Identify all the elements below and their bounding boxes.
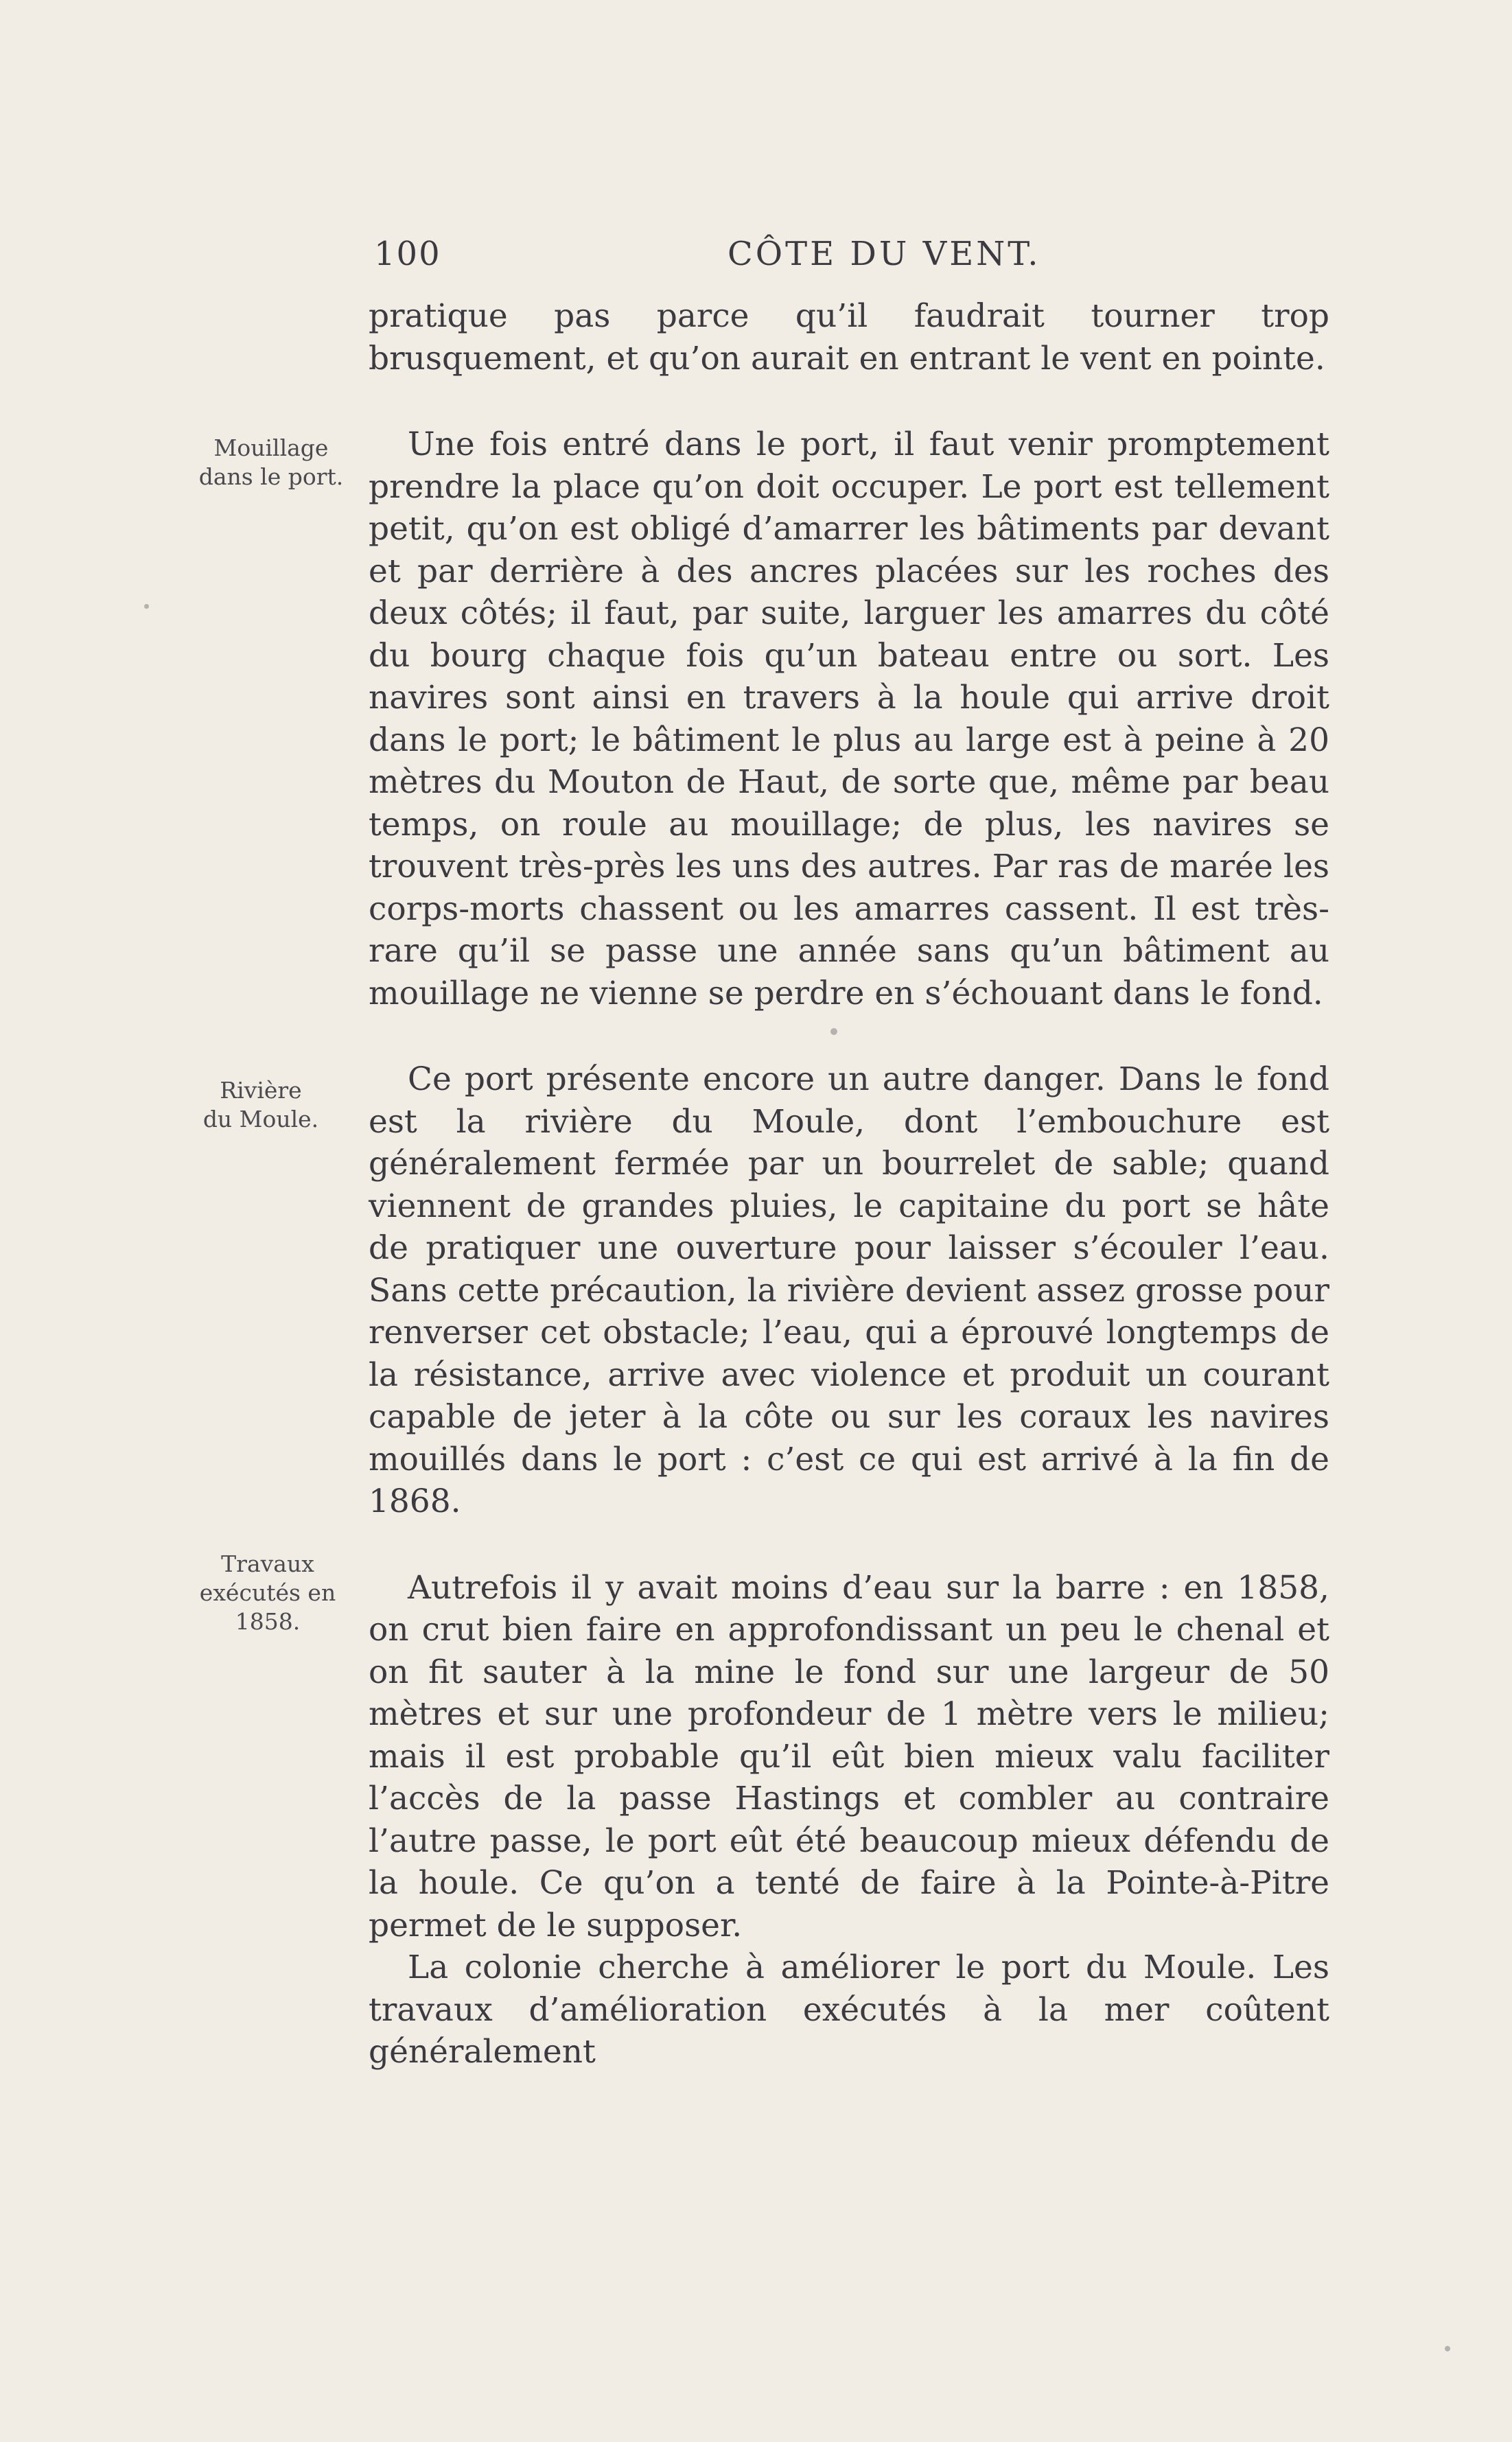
- margin-note-line: Travaux: [221, 1550, 314, 1577]
- paragraph: Une fois entré dans le port, il faut venir promptement prendre la place qu’on doit occuper. Le port est tellement petit, qu’on est obligé d’amarrer les bâtiments par devant et par derrière à des ancres placées sur les roches des deux côtés; il faut, par suite, larguer les amarres du côté du bourg chaque fois qu’un bateau entre ou sort. Les navires sont ainsi en travers à la houle qui arrive droit dans le port; le bâtiment le plus au large est à peine à 20 mètres du Mouton de Haut, de sorte que, même par beau temps, on roule au mouillage; de plus, les navires se trouvent très-près les uns des autres. Par ras de marée les corps-morts chassent ou les amarres cassent. Il est très-rare qu’il se passe une année sans qu’un bâtiment au mouillage ne vienne se perdre en s’échouant dans le fond.: [369, 426, 1329, 1012]
- margin-note-travaux: [165, 1550, 371, 1636]
- margin-note-mouillage: [168, 434, 374, 491]
- body-text: [369, 295, 1329, 2073]
- paragraph: Autrefois il y avait moins d’eau sur la barre : en 1858, on crut bien faire en approfondissant un peu le chenal et on fit sauter à la mine le fond sur une largeur de 50 mètres et sur une profondeur de 1 mètre vers le milieu; mais il est probable qu’il eût bien mieux valu faciliter l’accès de la passe Hastings et combler au contraire l’autre passe, le port eût été beaucoup mieux défendu de la houle. Ce qu’on a tenté de faire à la Pointe-à-Pitre permet de le supposer.: [369, 1568, 1329, 1944]
- ink-speck: [1445, 2346, 1450, 2351]
- paragraph: La colonie cherche à améliorer le port du Moule. Les travaux d’amélioration exécutés à la mer coûtent généralement: [369, 1949, 1329, 2071]
- page-number: 100: [374, 235, 441, 273]
- margin-note-line: exécutés en 1858.: [199, 1579, 336, 1635]
- running-title: CÔTE DU VENT.: [728, 235, 1041, 273]
- margin-note-line: Mouillage: [213, 434, 329, 461]
- margin-note-line: du Moule.: [202, 1106, 319, 1132]
- margin-note-line: dans le port.: [198, 463, 344, 490]
- ink-speck: [144, 604, 149, 609]
- margin-note-line: Rivière: [220, 1077, 302, 1104]
- running-header: [0, 226, 1512, 281]
- paragraph: pratique pas parce qu’il faudrait tourner trop brusquement, et qu’on aurait en entrant le vent en pointe.: [369, 297, 1329, 377]
- paragraph: Ce port présente encore un autre danger. Dans le fond est la rivière du Moule, dont l’embouchure est généralement fermée par un bourrelet de sable; quand viennent de grandes pluies, le capitaine du port se hâte de pratiquer une ouverture pour laisser s’écouler l’eau. Sans cette précaution, la rivière devient assez grosse pour renverser cet obstacle; l’eau, qui a éprouvé longtemps de la résistance, arrive avec violence et produit un courant capable de jeter à la côte ou sur les coraux les navires mouillés dans le port : c’est ce qui est arrivé à la fin de 1868.: [369, 1060, 1329, 1520]
- margin-note-riviere: [158, 1076, 364, 1134]
- ink-speck: [830, 1028, 837, 1035]
